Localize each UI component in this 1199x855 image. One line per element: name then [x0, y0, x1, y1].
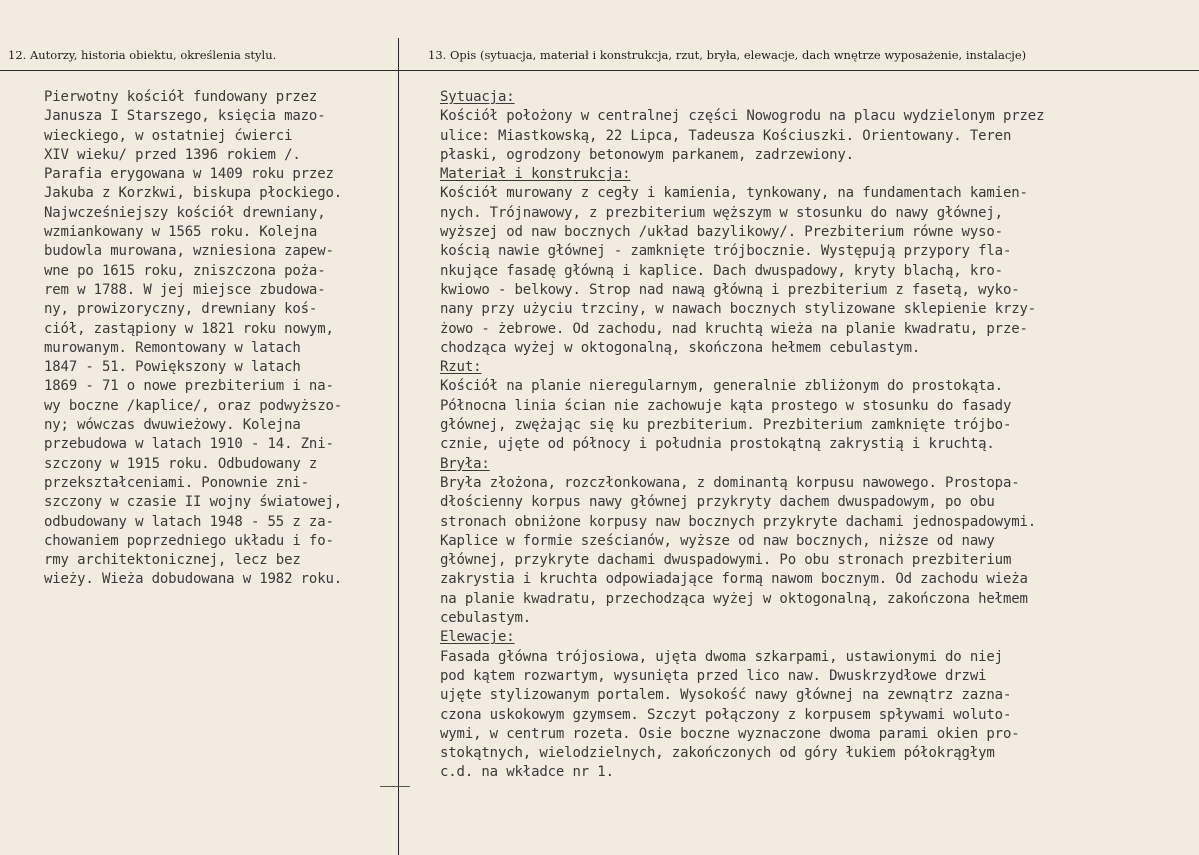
- description-line: Fasada główna trójosiowa, ujęta dwoma szkarpami, ustawionymi do niej: [440, 648, 1003, 665]
- description-text: [440, 88, 1192, 783]
- history-line: wieckiego, w ostatniej ćwierci: [44, 127, 293, 144]
- history-line: szczony w 1915 roku. Odbudowany z: [44, 455, 318, 472]
- description-line: c.d. na wkładce nr 1.: [440, 764, 614, 781]
- description-line: głównej, zwężając się ku prezbiterium. Prezbiterium zamknięte trójbo-: [440, 417, 1012, 434]
- description-line: Kościół murowany z cegły i kamienia, tynkowany, na fundamentach kamien-: [440, 185, 1028, 202]
- history-line: wieży. Wieża dobudowana w 1982 roku.: [44, 571, 343, 588]
- column-divider: [398, 38, 399, 855]
- history-line: 1847 - 51. Powiększony w latach: [44, 359, 301, 376]
- description-line: dłościenny korpus nawy głównej przykryty dachem dwuspadowym, po obu: [440, 494, 995, 511]
- section-heading: Elewacje:: [440, 629, 515, 646]
- section-heading: Materiał i konstrukcja:: [440, 166, 631, 183]
- history-line: budowla murowana, wzniesiona zapew-: [44, 243, 334, 260]
- description-line: zakrystia i kruchta odpowiadające formą nawom bocznym. Od zachodu wieża: [440, 571, 1028, 588]
- left-column-header: 12. Autorzy, historia obiektu, określenia stylu.: [8, 48, 277, 62]
- description-line: na planie kwadratu, przechodząca wyżej w oktogonalną, zakończona hełmem: [440, 590, 1028, 607]
- description-line: nany przy użyciu trzciny, w nawach bocznych stylizowane sklepienie krzy-: [440, 301, 1037, 318]
- description-line: kwiowo - belkowy. Strop nad nawą główną i prezbiterium z fasetą, wyko-: [440, 281, 1020, 298]
- description-line: stokątnych, wielodzielnych, zakończonych od góry łukiem półokrągłym: [440, 745, 995, 762]
- history-text: [44, 88, 396, 590]
- description-line: nkujące fasadę główną i kaplice. Dach dwuspadowy, kryty blachą, kro-: [440, 262, 1003, 279]
- description-line: cznie, ujęte od północy i południa prostokątną zakrystią i kruchtą.: [440, 436, 995, 453]
- description-line: ulice: Miastkowską, 22 Lipca, Tadeusza Kościuszki. Orientowany. Teren: [440, 127, 1012, 144]
- history-line: ny, prowizoryczny, drewniany koś-: [44, 301, 318, 318]
- section-heading: Bryła:: [440, 455, 490, 472]
- section-heading: Sytuacja:: [440, 89, 515, 105]
- description-line: Kościół na planie nieregularnym, generalnie zbliżonym do prostokąta.: [440, 378, 1003, 395]
- history-line: szczony w czasie II wojny światowej,: [44, 494, 343, 511]
- description-line: nych. Trójnawowy, z prezbiterium węższym w stosunku do nawy głównej,: [440, 204, 1003, 221]
- history-line: Janusza I Starszego, księcia mazo-: [44, 108, 326, 125]
- description-line: Kościół położony w centralnej części Nowogrodu na placu wydzielonym przez: [440, 108, 1045, 125]
- history-line: XIV wieku/ przed 1396 rokiem /.: [44, 146, 301, 163]
- history-line: rmy architektonicznej, lecz bez: [44, 552, 301, 569]
- history-line: Najwcześniejszy kościół drewniany,: [44, 204, 326, 221]
- description-line: pod kątem rozwartym, wysunięta przed lico naw. Dwuskrzydłowe drzwi: [440, 667, 987, 684]
- description-line: cebulastym.: [440, 610, 532, 627]
- description-line: ujęte stylizowanym portalem. Wysokość nawy głównej na zewnątrz zazna-: [440, 687, 1012, 704]
- history-line: chowaniem poprzedniego układu i fo-: [44, 532, 334, 549]
- description-line: wyższej od naw bocznych /układ bazylikowy/. Prezbiterium równe wyso-: [440, 224, 1003, 241]
- description-line: wymi, w centrum rozeta. Osie boczne wyznaczone dwoma parami okien pro-: [440, 725, 1020, 742]
- history-line: przekształceniami. Ponownie zni-: [44, 474, 309, 491]
- header-rule: [0, 70, 1199, 71]
- description-line: żowo - żebrowe. Od zachodu, nad kruchtą wieża na planie kwadratu, prze-: [440, 320, 1028, 337]
- margin-tick-mark: [380, 786, 410, 787]
- history-line: przebudowa w latach 1910 - 14. Zni-: [44, 436, 334, 453]
- description-line: głównej, przykryte dachami dwuspadowymi. Po obu stronach prezbiterium: [440, 552, 1012, 569]
- history-line: wzmiankowany w 1565 roku. Kolejna: [44, 224, 318, 241]
- history-line: Parafia erygowana w 1409 roku przez: [44, 166, 334, 183]
- history-line: murowanym. Remontowany w latach: [44, 339, 301, 356]
- description-line: kością nawie głównej - zamknięte trójbocznie. Występują przypory fla-: [440, 243, 1012, 260]
- history-line: odbudowany w latach 1948 - 55 z za-: [44, 513, 334, 530]
- history-line: ciół, zastąpiony w 1821 roku nowym,: [44, 320, 334, 337]
- description-line: czona uskokowym gzymsem. Szczyt połączony z korpusem spływami woluto-: [440, 706, 1012, 723]
- history-line: Jakuba z Korzkwi, biskupa płockiego.: [44, 185, 343, 202]
- description-line: płaski, ogrodzony betonowym parkanem, zadrzewiony.: [440, 146, 854, 163]
- right-column-header: 13. Opis (sytuacja, materiał i konstrukcja, rzut, bryła, elewacje, dach wnętrze wyposażenie, instalacje): [428, 48, 1027, 62]
- description-line: Bryła złożona, rozczłonkowana, z dominantą korpusu nawowego. Prostopa-: [440, 474, 1020, 491]
- history-line: 1869 - 71 o nowe prezbiterium i na-: [44, 378, 334, 395]
- description-line: stronach obniżone korpusy naw bocznych przykryte dachami jednospadowymi.: [440, 513, 1037, 530]
- description-line: Północna linia ścian nie zachowuje kąta prostego w stosunku do fasady: [440, 397, 1012, 414]
- description-line: chodząca wyżej w oktogonalną, skończona hełmem cebulastym.: [440, 339, 921, 356]
- history-line: wne po 1615 roku, zniszczona poża-: [44, 262, 326, 279]
- history-line: Pierwotny kościół fundowany przez: [44, 89, 318, 105]
- history-line: rem w 1788. W jej miejsce zbudowa-: [44, 281, 326, 298]
- description-line: Kaplice w formie sześcianów, wyższe od naw bocznych, niższe od nawy: [440, 532, 995, 549]
- history-line: wy boczne /kaplice/, oraz podwyższo-: [44, 397, 343, 414]
- section-heading: Rzut:: [440, 359, 482, 376]
- history-line: ny; wówczas dwuwieżowy. Kolejna: [44, 417, 301, 434]
